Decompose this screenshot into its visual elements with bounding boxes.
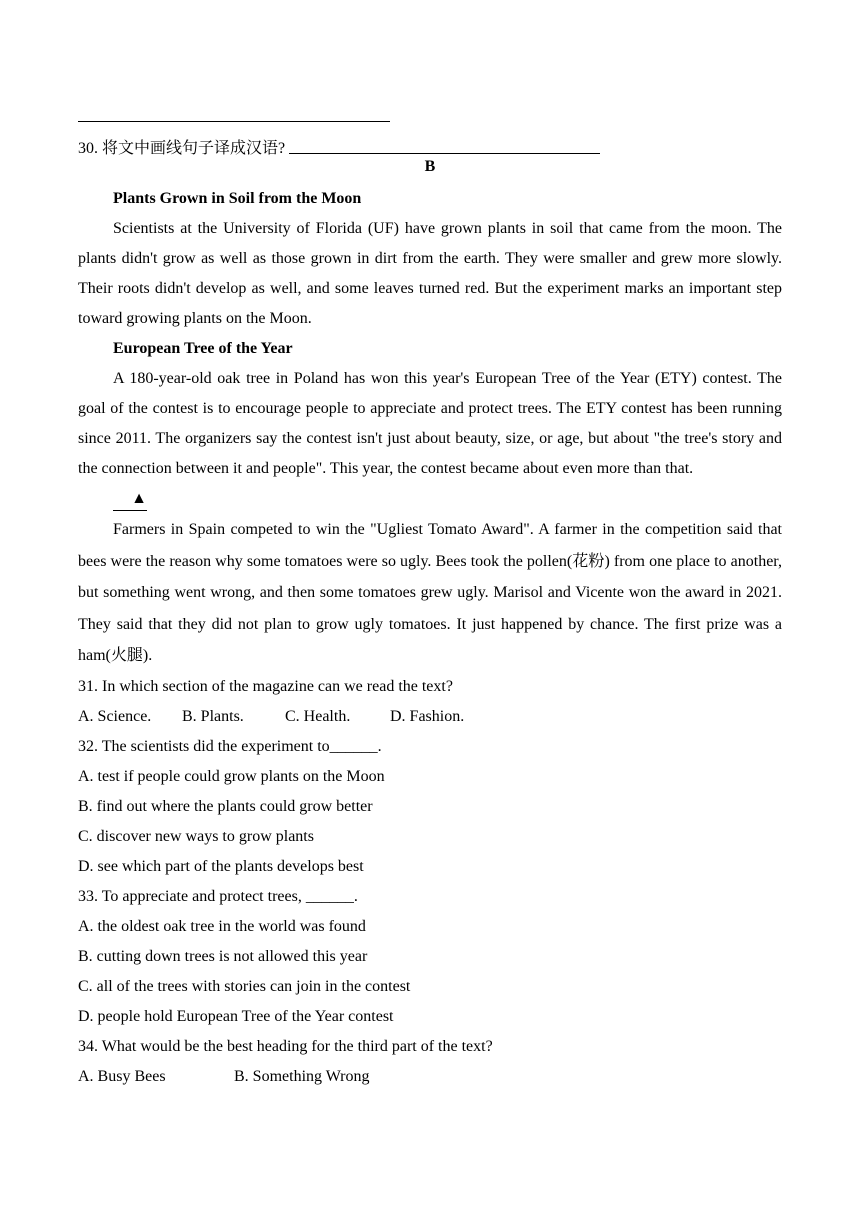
part2-body: A 180-year-old oak tree in Poland has won this year's European Tree of the Year (ETY) contest. The goal of the contest is to encourage people to appreciate and protect trees. The ETY contest has been running since 2011. The organizers say the contest isn't just about beauty, size, or age, but about "the tree's story and the connection between it and people". This year, the contest became about even more than that. <box>78 370 782 477</box>
question-31-stem: 31. In which section of the magazine can we read the text? <box>78 677 453 695</box>
section-label: B <box>424 158 436 175</box>
q31-option-d[interactable]: D. Fashion. <box>390 707 465 725</box>
q33-option-c[interactable]: C. all of the trees with stories can join in the contest <box>78 977 411 995</box>
q32-option-a[interactable]: A. test if people could grow plants on the Moon <box>78 767 385 785</box>
question-30-text: 30. 将文中画线句子译成汉语? <box>78 140 286 157</box>
part2-heading: European Tree of the Year <box>113 340 293 357</box>
q33-option-a[interactable]: A. the oldest oak tree in the world was found <box>78 917 366 935</box>
triangle-icon: ▲ <box>113 488 147 511</box>
q32-option-d[interactable]: D. see which part of the plants develops best <box>78 857 364 875</box>
question-33-stem: 33. To appreciate and protect trees, ______. <box>78 887 358 905</box>
q32-option-c[interactable]: C. discover new ways to grow plants <box>78 827 314 845</box>
question-31-options <box>78 702 782 732</box>
part3-heading-blank <box>78 484 782 514</box>
q34-option-a[interactable]: A. Busy Bees <box>78 1067 166 1085</box>
part1-heading: Plants Grown in Soil from the Moon <box>113 190 362 207</box>
question-34-options <box>78 1062 782 1092</box>
q31-option-c[interactable]: C. Health. <box>285 707 351 725</box>
q31-option-a[interactable]: A. Science. <box>78 707 152 725</box>
q31-option-b[interactable]: B. Plants. <box>182 707 244 725</box>
question-32-stem: 32. The scientists did the experiment to______. <box>78 737 382 755</box>
passage <box>78 184 782 1092</box>
q33-option-d[interactable]: D. people hold European Tree of the Year contest <box>78 1007 394 1025</box>
part1-body: Scientists at the University of Florida (UF) have grown plants in soil that came from the moon. The plants didn't grow as well as those grown in dirt from the earth. They were smaller and grew more slowly. Their roots didn't develop as well, and some leaves turned red. But the experiment marks an important step toward growing plants on the Moon. <box>78 220 782 327</box>
answer-blank-30[interactable] <box>289 134 600 154</box>
q34-option-b[interactable]: B. Something Wrong <box>234 1067 370 1085</box>
question-34-stem: 34. What would be the best heading for the third part of the text? <box>78 1037 493 1055</box>
q33-option-b[interactable]: B. cutting down trees is not allowed this year <box>78 947 368 965</box>
q32-option-b[interactable]: B. find out where the plants could grow better <box>78 797 373 815</box>
part3-body: Farmers in Spain competed to win the "Ugliest Tomato Award". A farmer in the competition said that bees were the reason why some tomatoes were so ugly. Bees took the pollen(花粉) from one place to another, but something went wrong, and then some tomatoes grew ugly. Marisol and Vicente won the award in 2021. They said that they did not plan to grow ugly tomatoes. It just happened by chance. The first prize was a ham(火腿). <box>78 521 782 665</box>
answer-line-29 <box>78 121 390 122</box>
